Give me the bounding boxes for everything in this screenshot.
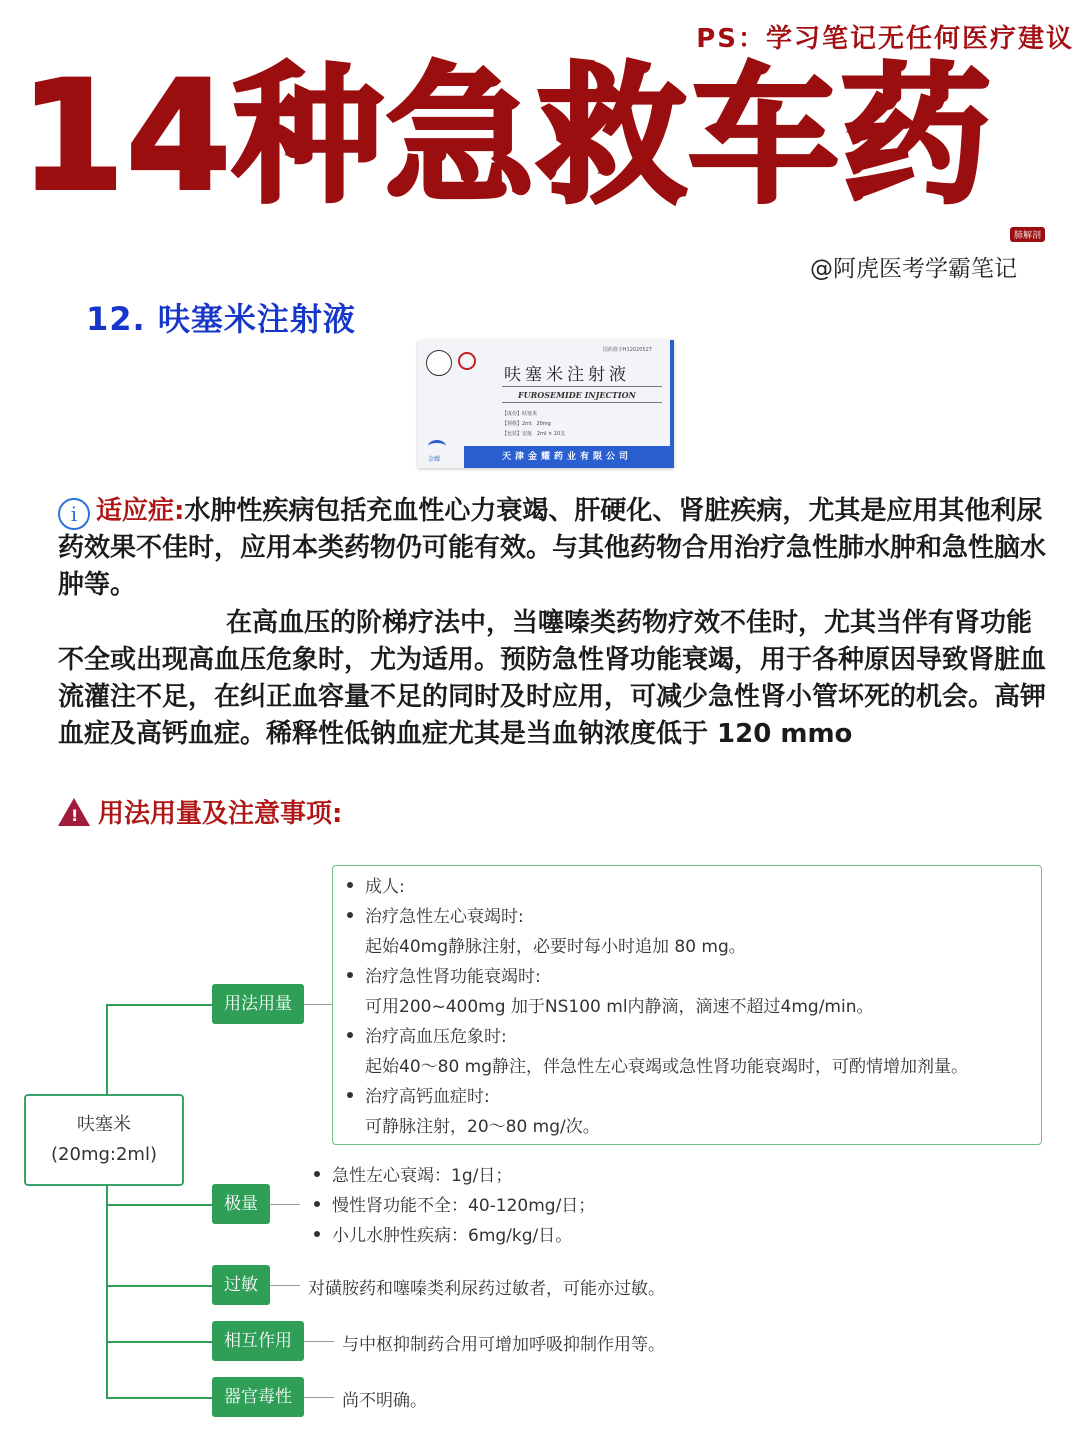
company-logo-text: 金耀 xyxy=(428,456,441,463)
package-company-bar: 天津金耀药业有限公司 xyxy=(464,446,670,468)
package-spec: 【规格】2ml：20mg xyxy=(502,421,551,427)
mindmap-trunk xyxy=(106,1005,108,1399)
indications-label: 适应症: xyxy=(96,496,185,526)
mindmap-branch xyxy=(106,1204,212,1206)
node-connector xyxy=(304,1397,334,1398)
node-allergy: 过敏 xyxy=(212,1265,270,1305)
package-spec: 【成份】呋塞米 xyxy=(502,411,538,417)
dosage-details-box xyxy=(332,865,1042,1145)
package-divider xyxy=(502,386,662,387)
mindmap-branch xyxy=(106,1285,212,1287)
allergy-text: 对磺胺药和噻嗪类利尿药过敏者，可能亦过敏。 xyxy=(308,1279,665,1299)
node-connector xyxy=(270,1204,300,1205)
node-dosage: 用法用量 xyxy=(212,984,304,1024)
drug-package-image xyxy=(418,340,674,468)
indications-paragraph-2: 在高血压的阶梯疗法中，当噻嗪类药物疗效不佳时，尤其当伴有肾功能不全或出现高血压危象时，尤为适用。预防急性肾功能衰竭，用于各种原因导致肾脏血流灌注不足，在纠正血容量不足的同时及时应用，可减少急性肾小管坏死的机会。高钾血症及高钙血症。稀释性低钠血症尤其是当血钠浓度低于 120 mmo xyxy=(58,608,1047,749)
page-title: 14种急救车药 xyxy=(20,50,993,224)
node-connector xyxy=(304,1341,334,1342)
usage-label: 用法用量及注意事项: xyxy=(98,799,343,829)
info-icon: i xyxy=(58,498,90,530)
max-dose-line: 小儿水肿性疾病：6mg/kg/日。 xyxy=(332,1226,573,1246)
dosage-line: 治疗高钙血症时: xyxy=(365,1087,490,1107)
root-spec: (20mg:2ml) xyxy=(51,1144,157,1165)
package-name-en: FUROSEMIDE INJECTION xyxy=(518,390,636,400)
mindmap-branch xyxy=(106,1004,212,1006)
dosage-line: 治疗急性肾功能衰竭时: xyxy=(365,967,541,987)
organ-toxicity-text: 尚不明确。 xyxy=(342,1391,427,1411)
mindmap-root xyxy=(24,1094,184,1186)
bullet xyxy=(347,912,353,918)
node-interaction: 相互作用 xyxy=(212,1321,304,1361)
package-spec: 【包装】安瓿 2ml × 10支 xyxy=(502,431,566,437)
bullet xyxy=(314,1231,320,1237)
rx-mark-icon xyxy=(458,352,476,370)
node-max-dose: 极量 xyxy=(212,1184,270,1224)
warning-icon: ! xyxy=(58,798,90,826)
disclaimer-note: PS：学习笔记无任何医疗建议 xyxy=(696,24,1074,54)
bullet xyxy=(347,1092,353,1098)
bullet xyxy=(347,882,353,888)
mindmap-branch xyxy=(106,1397,212,1399)
dosage-line: 成人: xyxy=(365,877,405,897)
package-stripe xyxy=(670,340,674,468)
interaction-text: 与中枢抑制药合用可增加呼吸抑制作用等。 xyxy=(342,1335,665,1355)
dosage-line: 起始40～80 mg静注，伴急性左心衰竭或急性肾功能衰竭时，可酌情增加剂量。 xyxy=(365,1057,969,1077)
dosage-line: 治疗急性左心衰竭时: xyxy=(365,907,524,927)
bullet xyxy=(314,1171,320,1177)
max-dose-line: 急性左心衰竭：1g/日； xyxy=(332,1166,513,1186)
indications-paragraph xyxy=(58,493,1048,604)
section-title: 12. 呋塞米注射液 xyxy=(86,300,356,338)
dosage-line: 起始40mg静脉注射，必要时每小时追加 80 mg。 xyxy=(365,937,746,957)
watermark-tag: 肺解剖 xyxy=(1010,227,1045,242)
package-name-cn: 呋塞米注射液 xyxy=(504,365,630,385)
package-approval-number: 国药准字H12020527 xyxy=(602,347,652,353)
company-logo-icon xyxy=(428,440,446,453)
bullet xyxy=(347,1032,353,1038)
dosage-line: 可用200~400mg 加于NS100 ml内静滴，滴速不超过4mg/min。 xyxy=(365,997,874,1017)
dosage-line: 治疗高血压危象时: xyxy=(365,1027,507,1047)
max-dose-line: 慢性肾功能不全：40-120mg/日； xyxy=(332,1196,596,1216)
mindmap-branch xyxy=(106,1341,212,1343)
node-organ-toxicity: 器官毒性 xyxy=(212,1377,304,1417)
indications-text: 水肿性疾病包括充血性心力衰竭、肝硬化、肾脏疾病，尤其是应用其他利尿药效果不佳时，应用本类药物仍可能有效。与其他药物合用治疗急性肺水肿和急性脑水肿等。 xyxy=(58,496,1047,600)
brand-logo-icon xyxy=(426,350,452,376)
bullet xyxy=(347,972,353,978)
bullet xyxy=(314,1201,320,1207)
dosage-line: 可静脉注射，20～80 mg/次。 xyxy=(365,1117,600,1137)
node-connector xyxy=(270,1285,300,1286)
author-handle: @阿虎医考学霸笔记 xyxy=(810,256,1017,282)
node-connector xyxy=(304,1004,332,1005)
root-name: 呋塞米 xyxy=(77,1114,131,1135)
package-divider xyxy=(502,402,662,403)
usage-heading xyxy=(58,793,342,830)
